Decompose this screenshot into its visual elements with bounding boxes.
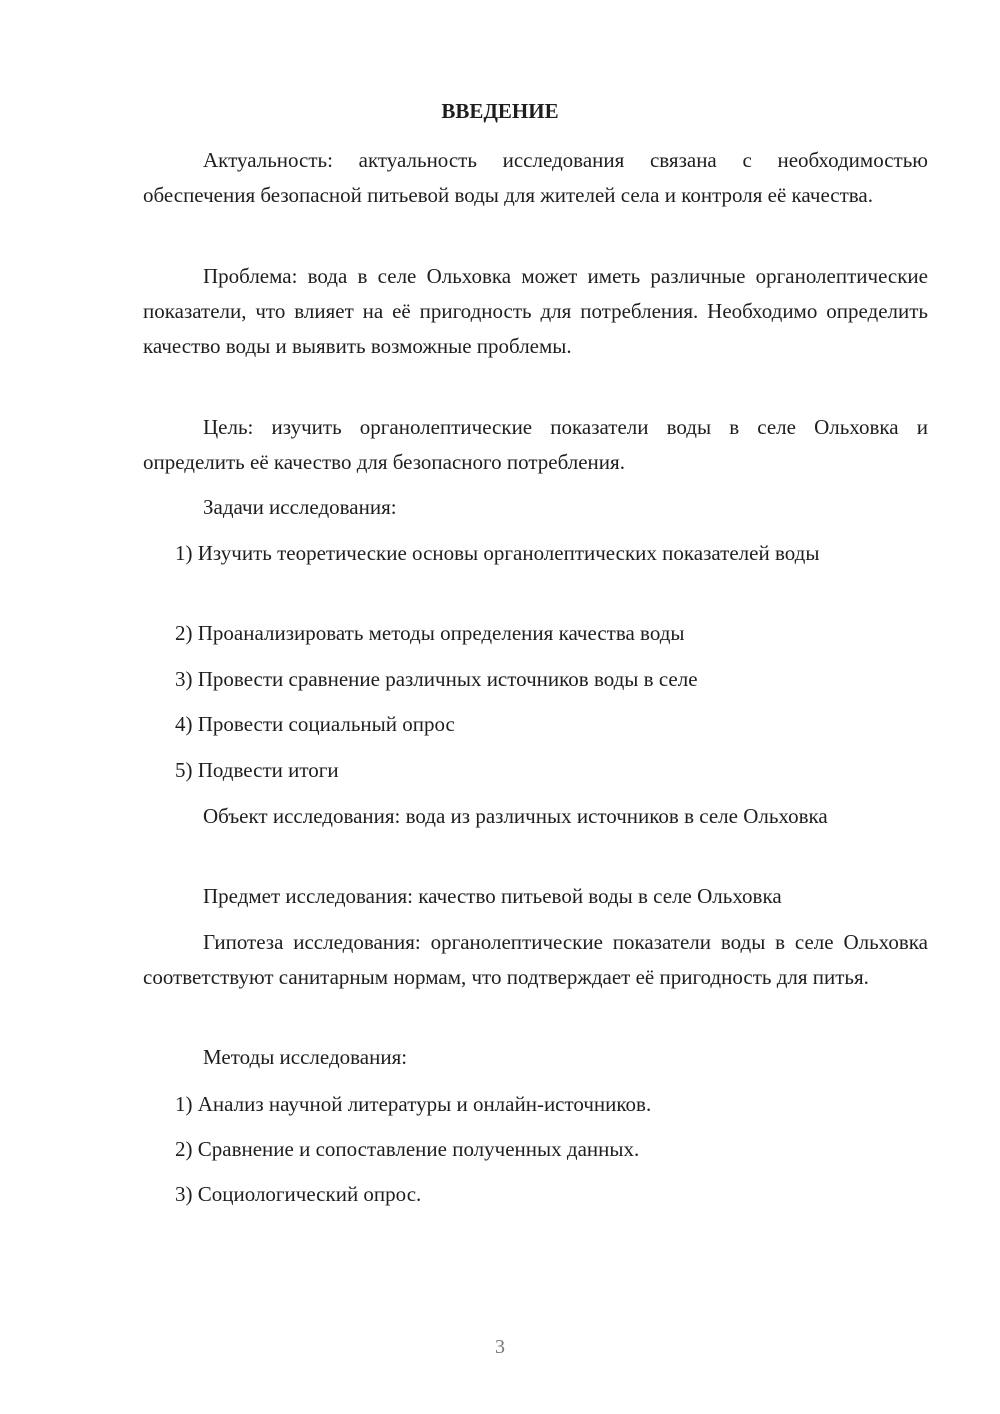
page-title: ВВЕДЕНИЕ bbox=[441, 99, 559, 123]
task-item: 5) Подвести итоги bbox=[175, 758, 339, 782]
page-number: 3 bbox=[495, 1336, 505, 1358]
problem-paragraph: Проблема: вода в селе Ольховка может иметь различные органолептические показатели, что влияет на её пригодность для потребления. Необходимо определить качество воды и выявить возможные проблемы. bbox=[143, 264, 928, 358]
task-item: 4) Провести социальный опрос bbox=[175, 712, 455, 736]
object-paragraph: Объект исследования: вода из различных источников в селе Ольховка bbox=[203, 804, 828, 828]
task-item: 1) Изучить теоретические основы органолептических показателей воды bbox=[175, 541, 820, 565]
subject-paragraph: Предмет исследования: качество питьевой воды в селе Ольховка bbox=[203, 884, 782, 908]
tasks-heading: Задачи исследования: bbox=[203, 495, 397, 519]
relevance-paragraph: Актуальность: актуальность исследования связана с необходимостью обеспечения безопасной питьевой воды для жителей села и контроля её качества. bbox=[143, 148, 928, 207]
task-item: 3) Провести сравнение различных источников воды в селе bbox=[175, 667, 698, 691]
task-item: 2) Проанализировать методы определения качества воды bbox=[175, 621, 685, 645]
method-item: 1) Анализ научной литературы и онлайн-источников. bbox=[175, 1092, 652, 1116]
method-item: 2) Сравнение и сопоставление полученных данных. bbox=[175, 1137, 640, 1161]
goal-paragraph: Цель: изучить органолептические показатели воды в селе Ольховка и определить её качество для безопасного потребления. bbox=[143, 415, 928, 474]
methods-heading: Методы исследования: bbox=[203, 1045, 408, 1069]
hypothesis-paragraph: Гипотеза исследования: органолептические показатели воды в селе Ольховка соответствуют санитарным нормам, что подтверждает её пригодность для питья. bbox=[143, 930, 928, 989]
method-item: 3) Социологический опрос. bbox=[175, 1182, 422, 1206]
